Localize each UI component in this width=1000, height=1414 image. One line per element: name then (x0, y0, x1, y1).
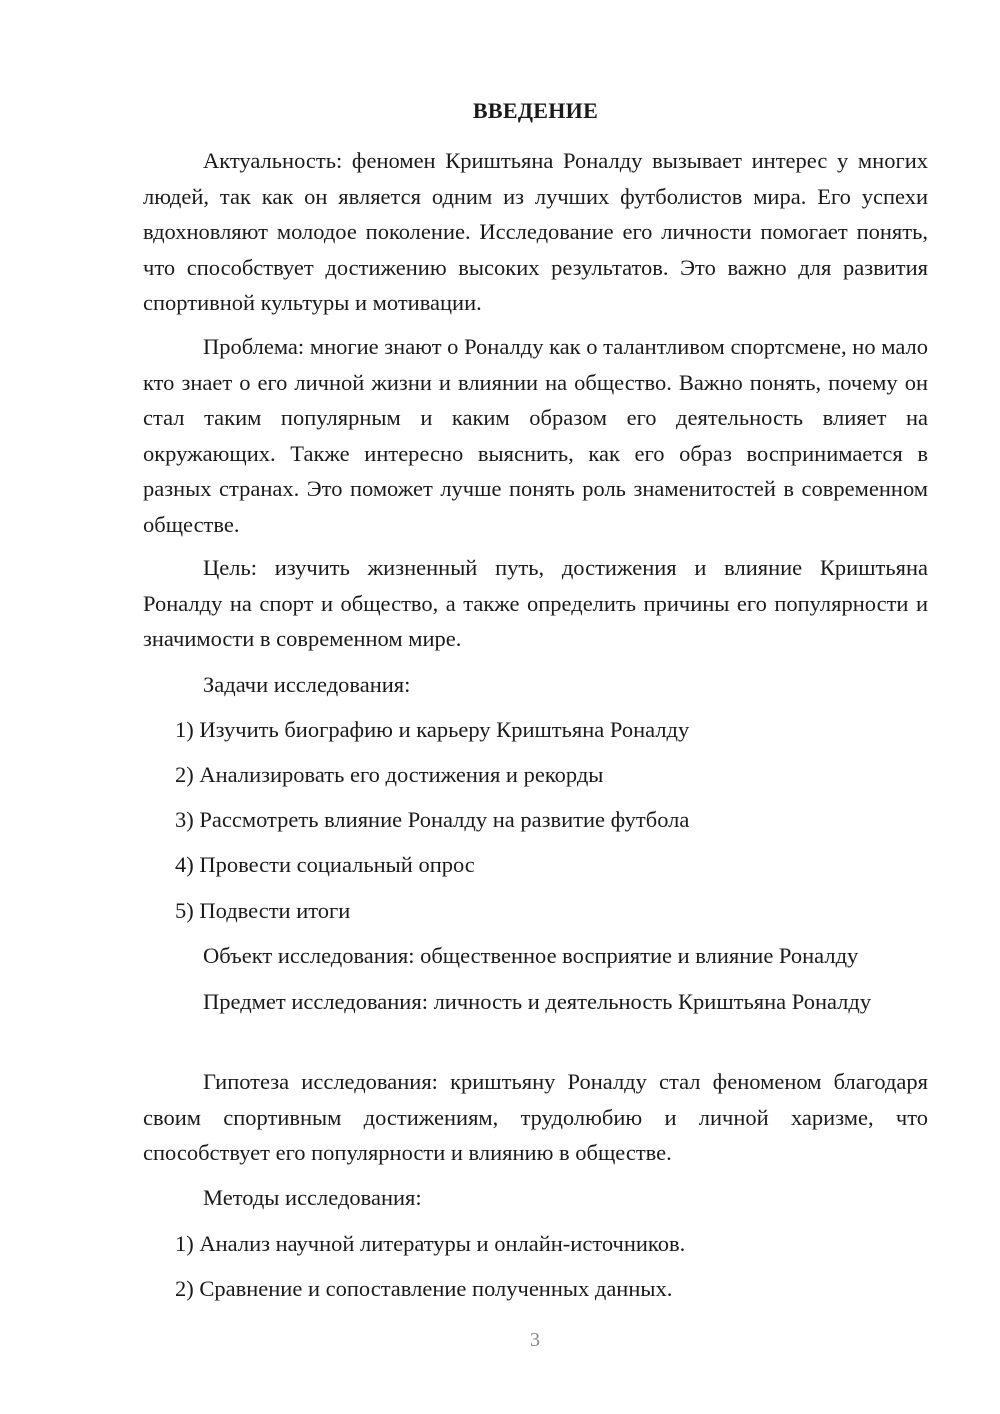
relevance-paragraph: Актуальность: феномен Криштьяна Роналду вызывает интерес у многих людей, так как он является одним из лучших футболистов мира. Его успехи вдохновляют молодое поколение. Исследование его личности помогает понять, что способствует достижению высоких результатов. Это важно для развития спортивной культуры и мотивации. (143, 148, 928, 315)
list-item: 1) Изучить биографию и карьеру Криштьяна Роналду (175, 717, 690, 742)
list-item: 2) Сравнение и сопоставление полученных данных. (175, 1276, 673, 1301)
problem-paragraph: Проблема: многие знают о Роналду как о талантливом спортсмене, но мало кто знает о его личной жизни и влиянии на общество. Важно понять, почему он стал таким популярным и каким образом его деятельность влияет на окружающих. Также интересно выяснить, как его образ воспринимается в разных странах. Это поможет лучше понять роль знаменитостей в современном обществе. (143, 334, 928, 537)
tasks-heading: Задачи исследования: (203, 672, 411, 697)
list-item: 5) Подвести итоги (175, 898, 351, 923)
goal-paragraph: Цель: изучить жизненный путь, достижения и влияние Криштьяна Роналду на спорт и общество, а также определить причины его популярности и значимости в современном мире. (143, 555, 928, 651)
object-paragraph: Объект исследования: общественное восприятие и влияние Роналду (203, 943, 859, 968)
list-item: 3) Рассмотреть влияние Роналду на развитие футбола (175, 807, 690, 832)
subject-paragraph: Предмет исследования: личность и деятельность Криштьяна Роналду (203, 989, 872, 1014)
page-number: 3 (530, 1329, 540, 1351)
section-title: ВВЕДЕНИЕ (472, 98, 599, 123)
list-item: 4) Провести социальный опрос (175, 852, 475, 877)
list-item: 1) Анализ научной литературы и онлайн-источников. (175, 1231, 686, 1256)
methods-heading: Методы исследования: (203, 1185, 422, 1210)
list-item: 2) Анализировать его достижения и рекорды (175, 762, 604, 787)
hypothesis-paragraph: Гипотеза исследования: криштьяну Роналду стал феноменом благодаря своим спортивным достижениям, трудолюбию и личной харизме, что способствует его популярности и влиянию в обществе. (143, 1069, 928, 1165)
